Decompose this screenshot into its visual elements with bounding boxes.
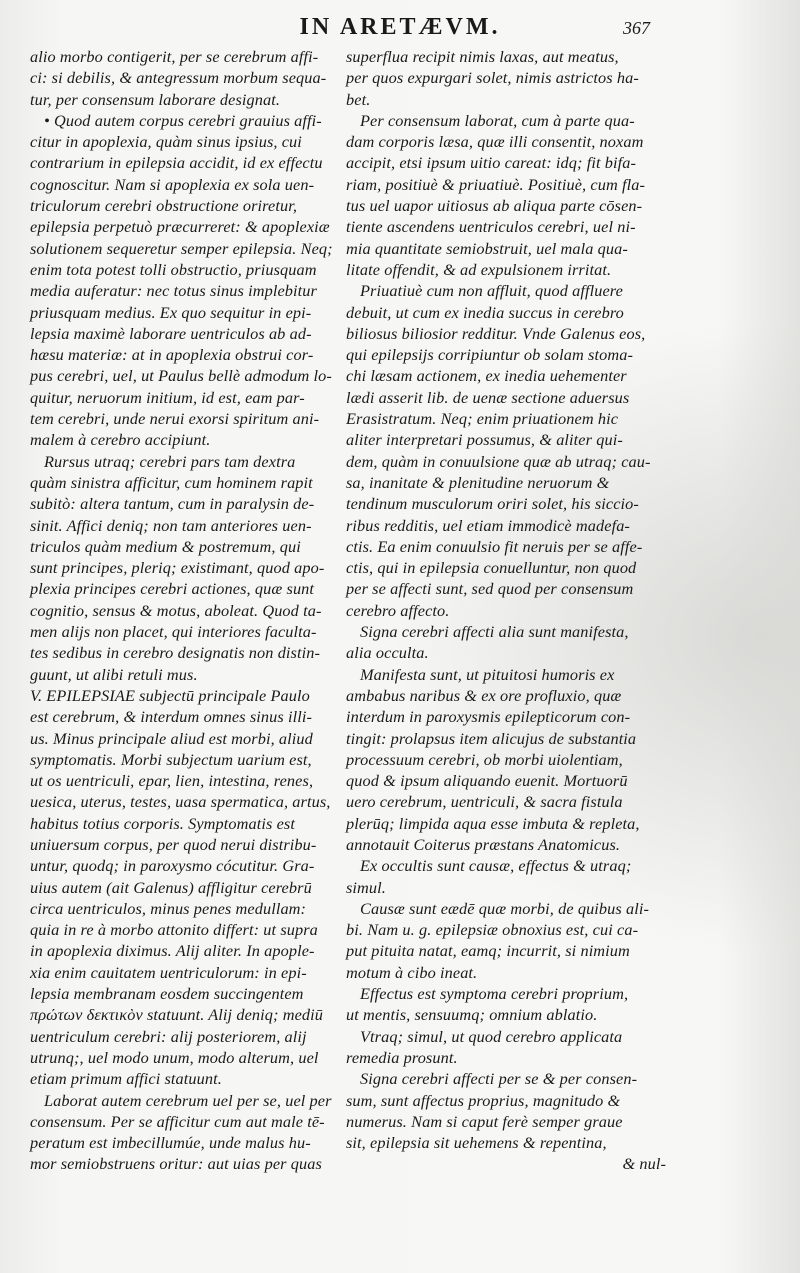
text-line: dam corporis læsa, quæ illi consentit, noxam [346, 132, 644, 152]
text-line: uius autem (ait Galenus) affligitur cerebrū [30, 877, 312, 897]
text-line: ribus redditis, uel etiam immodicè madefa- [346, 515, 630, 535]
running-title: IN ARETÆVM. [299, 14, 501, 40]
text-line: cerebro affecto. [346, 600, 450, 620]
text-line: Priuatiuè cum non affluit, quod affluere [360, 281, 623, 301]
text-line: alia occulta. [346, 643, 429, 663]
right-column [346, 46, 666, 1175]
text-line: in apoplexia diximus. Alij aliter. In apople- [30, 941, 315, 961]
text-line: triculorum cerebri obstructione oriretur, [30, 196, 297, 216]
text-line: ctis, qui in epilepsia conuelluntur, non quod [346, 558, 637, 578]
text-line: tes sedibus in cerebro designatis non distin- [30, 643, 321, 663]
text-line: priusquam medius. Ex quo sequitur in epi- [30, 302, 312, 322]
text-line: lepsia maximè laborare uentriculos ab ad- [30, 323, 312, 343]
text-line: pus cerebri, uel, ut Paulus bellè admodum lo- [30, 366, 332, 386]
text-line: est cerebrum, & interdum omnes sinus illi- [30, 707, 313, 727]
text-line: uentriculum cerebri: alij posteriorem, alij [30, 1026, 307, 1046]
text-line: citur in apoplexia, quàm sinus ipsius, cui [30, 132, 302, 152]
text-line: quia in re à morbo attonito differt: ut supra [30, 920, 318, 940]
text-line: Causæ sunt eædē quæ morbi, de quibus ali- [360, 898, 650, 918]
text-line: mia quantitate semiobstruit, uel mala qua- [346, 238, 628, 258]
text-line: ut os uentriculi, epar, lien, intestina, renes, [30, 771, 314, 791]
text-line: consensum. Per se afficitur cum aut male tē- [30, 1111, 325, 1131]
text-line: utrunq;, uel modo unum, modo alterum, uel [30, 1047, 319, 1067]
text-line: sit, epilepsia sit uehemens & repentina, [346, 1133, 607, 1153]
text-line: Laborat autem cerebrum uel per se, uel per [44, 1090, 332, 1110]
text-line: sinit. Affici deniq; non tam anteriores uen- [30, 515, 312, 535]
text-line: men alijs non placet, qui interiores faculta- [30, 622, 317, 642]
text-line: symptomatis. Morbi subjectum uarium est, [30, 749, 312, 769]
text-line: epilepsia perpetuò præcurreret: & apoplexiæ [30, 217, 330, 237]
text-line: Vtraq; simul, ut quod cerebro applicata [360, 1026, 623, 1046]
text-line: chi læsam actionem, ex inedia uehementer [346, 366, 627, 386]
page-number: 367 [623, 18, 650, 38]
text-line: interdum in paroxysmis epilepticorum con- [346, 707, 631, 727]
text-line: riam, positiuè & priuatiuè. Positiuè, cum fla- [346, 174, 645, 194]
text-line: Signa cerebri affecti alia sunt manifesta, [360, 622, 629, 642]
text-line: sa, inanitate & plenitudine neruorum & [346, 472, 610, 492]
text-line: circa uentriculos, minus penes medullam: [30, 898, 307, 918]
text-line: ambabus naribus & ex ore profluxio, quæ [346, 685, 622, 705]
text-line: xia enim cauitatem uentriculorum: in epi- [30, 962, 307, 982]
text-line: media auferatur: nec totus sinus implebitur [30, 281, 317, 301]
text-line: Per consensum laborat, cum à parte qua- [360, 110, 635, 130]
text-line: lædi asserit lib. de uenæ sectione aduersus [346, 387, 630, 407]
text-line: Manifesta sunt, ut pituitosi humoris ex [360, 664, 615, 684]
text-line: sum, sunt affectus proprius, magnitudo & [346, 1090, 621, 1110]
text-line: sunt principes, pleriq; existimant, quod apo- [30, 558, 325, 578]
text-line: Rursus utraq; cerebri pars tam dextra [44, 451, 296, 471]
text-line: malem à cerebro accipiunt. [30, 430, 211, 450]
text-line: ctis. Ea enim conuulsio fit neruis per se affe- [346, 536, 643, 556]
text-line: lepsia membranam eosdem succingentem [30, 984, 304, 1004]
text-line: alio morbo contigerit, per se cerebrum affi- [30, 47, 319, 66]
text-line: ut mentis, sensuumq; omnium ablatio. [346, 1005, 598, 1025]
text-line: plerūq; limpida aqua esse imbuta & repleta, [346, 813, 640, 833]
text-line: bet. [346, 89, 371, 109]
text-line: & nul- [622, 1154, 666, 1174]
text-line: Erasistratum. Neq; enim priuationem hic [346, 409, 619, 429]
text-line: etiam primum affici statuunt. [30, 1069, 222, 1089]
text-line: litate offendit, & ad expulsionem irritat. [346, 259, 612, 279]
text-line: annotauit Coiterus præstans Anatomicus. [346, 834, 621, 854]
text-line: cognoscitur. Nam si apoplexia ex sola uen- [30, 174, 315, 194]
text-line: aliter interpretari possumus, & aliter qui- [346, 430, 623, 450]
text-line: subitò: altera tantum, cum in paralysin de- [30, 494, 315, 514]
text-line: tendinum musculorum oriri solet, his siccio- [346, 494, 639, 514]
text-line: triculos quàm medium & postremum, qui [30, 536, 301, 556]
text-line: ci: si debilis, & antegressum morbum sequa- [30, 68, 327, 88]
running-head [0, 12, 800, 44]
text-line: quitur, neruorum initium, id est, eam par- [30, 387, 305, 407]
text-line: bi. Nam u. g. epilepsiæ obnoxius est, cui ca- [346, 920, 639, 940]
text-line: hæsu materiæ: at in apoplexia obstrui cor- [30, 345, 314, 365]
text-line: per quos expurgari solet, nimis astrictos ha- [346, 68, 639, 88]
text-line: tur, per consensum laborare designat. [30, 89, 281, 109]
text-line: contrarium in epilepsia accidit, id ex effectu [30, 153, 323, 173]
text-line: habitus totius corporis. Symptomatis est [30, 813, 295, 833]
text-line: V. EPILEPSIAE subjectū principale Paulo [30, 685, 310, 705]
text-line: quàm sinistra afficitur, cum hominem rapit [30, 472, 313, 492]
text-line: solutionem sequeretur semper epilepsia. Neq; [30, 238, 333, 258]
text-line: numerus. Nam si caput ferè semper graue [346, 1111, 623, 1131]
text-line: us. Minus principale aliud est morbi, aliud [30, 728, 313, 748]
text-line: processuum cerebri, ob morbi uiolentiam, [346, 749, 623, 769]
text-line: motum à cibo ineat. [346, 962, 478, 982]
text-line: put pituita natat, eamq; incurrit, si nimium [346, 941, 630, 961]
text-line: superflua recipit nimis laxas, aut meatus, [346, 47, 619, 66]
text-line: tus uel uapor uitiosus ab aliqua parte cōsen- [346, 196, 643, 216]
text-line: plexia principes cerebri actiones, quæ sunt [30, 579, 315, 599]
text-line: guunt, ut alibi retuli mus. [30, 664, 198, 684]
text-line: quod & ipsum aliquando euenit. Mortuorū [346, 771, 628, 791]
text-line: tingit: prolapsus item alicujus de substantia [346, 728, 637, 748]
text-line: πρώτων δεκτικὸν statuunt. Alij deniq; mediū [30, 1005, 324, 1025]
text-line: enim tota potest tolli obstructio, priusquam [30, 259, 317, 279]
text-line: tiente ascendens uentriculos cerebri, uel ni- [346, 217, 636, 237]
text-line: biliosus biliosior redditur. Vnde Galenus eos, [346, 323, 646, 343]
left-column [30, 46, 350, 1175]
text-line: uesica, uterus, testes, uasa spermatica, artus, [30, 792, 331, 812]
text-line: simul. [346, 877, 386, 897]
text-line: cognitio, sensus & motus, aboleat. Quod ta- [30, 600, 322, 620]
text-line: dem, quàm in conuulsione quæ ab utraq; cau- [346, 451, 651, 471]
text-line: Signa cerebri affecti per se & per consen- [360, 1069, 638, 1089]
text-line: Effectus est symptoma cerebri proprium, [360, 984, 629, 1004]
text-line: mor semiobstruens oritur: aut uias per quas [30, 1154, 322, 1174]
text-line: peratum est imbecillumúe, unde malus hu- [30, 1133, 311, 1153]
text-line: accipit, etsi ipsum uitio careat: idq; fit bifa- [346, 153, 636, 173]
text-line: • Quod autem corpus cerebri grauius affi- [44, 110, 322, 130]
text-line: untur, quodq; in paroxysmo cócutitur. Gra- [30, 856, 315, 876]
text-line: qui epilepsijs corripiuntur ob solam stoma- [346, 345, 633, 365]
text-line: uniuersum corpus, per quod nerui distribu- [30, 834, 317, 854]
text-line: tem cerebri, unde nerui exorsi spiritum ani- [30, 409, 320, 429]
text-line: uero cerebrum, uentriculi, & sacra fistula [346, 792, 623, 812]
text-line: debuit, ut cum ex inedia succus in cerebro [346, 302, 624, 322]
text-line: remedia prosunt. [346, 1047, 458, 1067]
text-line: Ex occultis sunt causæ, effectus & utraq; [360, 856, 632, 876]
text-line: per se affecti sunt, sed quod per consensum [346, 579, 634, 599]
